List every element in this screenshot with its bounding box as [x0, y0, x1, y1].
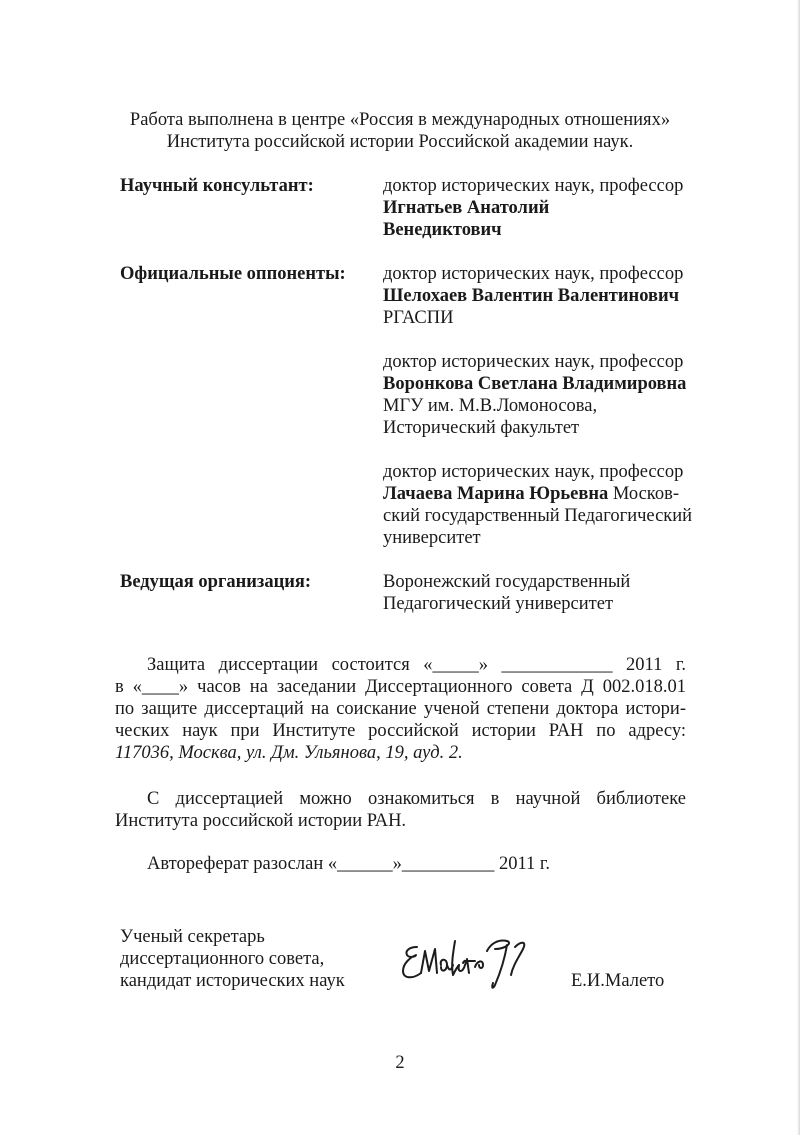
header-line-1: Работа выполнена в центре «Россия в международных отношениях»: [129, 110, 671, 130]
opponent-1-degree: доктор исторических наук, профессор: [383, 264, 684, 284]
page-number: 2: [395, 1053, 405, 1073]
defense-address: 117036, Москва, ул. Дм. Ульянова, 19, ауд. 2.: [115, 743, 463, 763]
opponent-2-org-line-1: МГУ им. М.В.Ломоносова,: [383, 396, 598, 416]
defense-line-3: по защите диссертаций на соискание ученой степени доктора истори-: [115, 699, 686, 719]
consultant-name-line-1: Игнатьев Анатолий: [383, 198, 550, 218]
defense-line-1: Защита диссертации состоится «_____» ____________ 2011 г.: [147, 655, 686, 675]
consultant-label: Научный консультант:: [120, 176, 314, 196]
defense-line-4: ческих наук при Институте российской истории РАН по адресу:: [115, 721, 686, 741]
secretary-title-line-3: кандидат исторических наук: [120, 971, 345, 991]
defense-line-2: в «____» часов на заседании Диссертационного совета Д 002.018.01: [115, 677, 686, 697]
secretary-name: Е.И.Малето: [571, 971, 665, 991]
opponent-3-name: Лачаева Марина Юрьевна: [383, 484, 609, 504]
opponent-1-name: Шелохаев Валентин Валентинович: [383, 286, 680, 306]
leading-org-line-1: Воронежский государственный: [383, 572, 631, 592]
opponent-2-name: Воронкова Светлана Владимировна: [383, 374, 687, 394]
leading-org-label: Ведущая организация:: [120, 572, 312, 592]
opponent-3-name-row: [383, 483, 679, 505]
opponent-3-org-line-2: университет: [383, 528, 481, 548]
opponent-2-degree: доктор исторических наук, профессор: [383, 352, 684, 372]
opponents-label: Официальные оппоненты:: [120, 264, 346, 284]
consultant-name-line-2: Венедиктович: [383, 220, 502, 240]
opponent-1-org: РГАСПИ: [383, 308, 454, 328]
opponent-3-org-inline: Москов-: [608, 484, 679, 504]
secretary-title-line-2: диссертационного совета,: [120, 949, 325, 969]
library-line-2: Института российской истории РАН.: [115, 811, 407, 831]
opponent-2-org-line-2: Исторический факультет: [383, 418, 580, 438]
handwritten-signature: [395, 935, 555, 993]
header-line-2: Института российской истории Российской академии наук.: [166, 132, 634, 152]
leading-org-line-2: Педагогический университет: [383, 594, 614, 614]
opponent-3-org-line-1: ский государственный Педагогический: [383, 506, 693, 526]
opponent-3-degree: доктор исторических наук, профессор: [383, 462, 684, 482]
secretary-title-line-1: Ученый секретарь: [120, 927, 265, 947]
consultant-degree: доктор исторических наук, профессор: [383, 176, 684, 196]
library-line-1: С диссертацией можно ознакомиться в научной библиотеке: [147, 789, 686, 809]
mailing-date: Автореферат разослан «______»__________ 2011 г.: [147, 854, 551, 874]
